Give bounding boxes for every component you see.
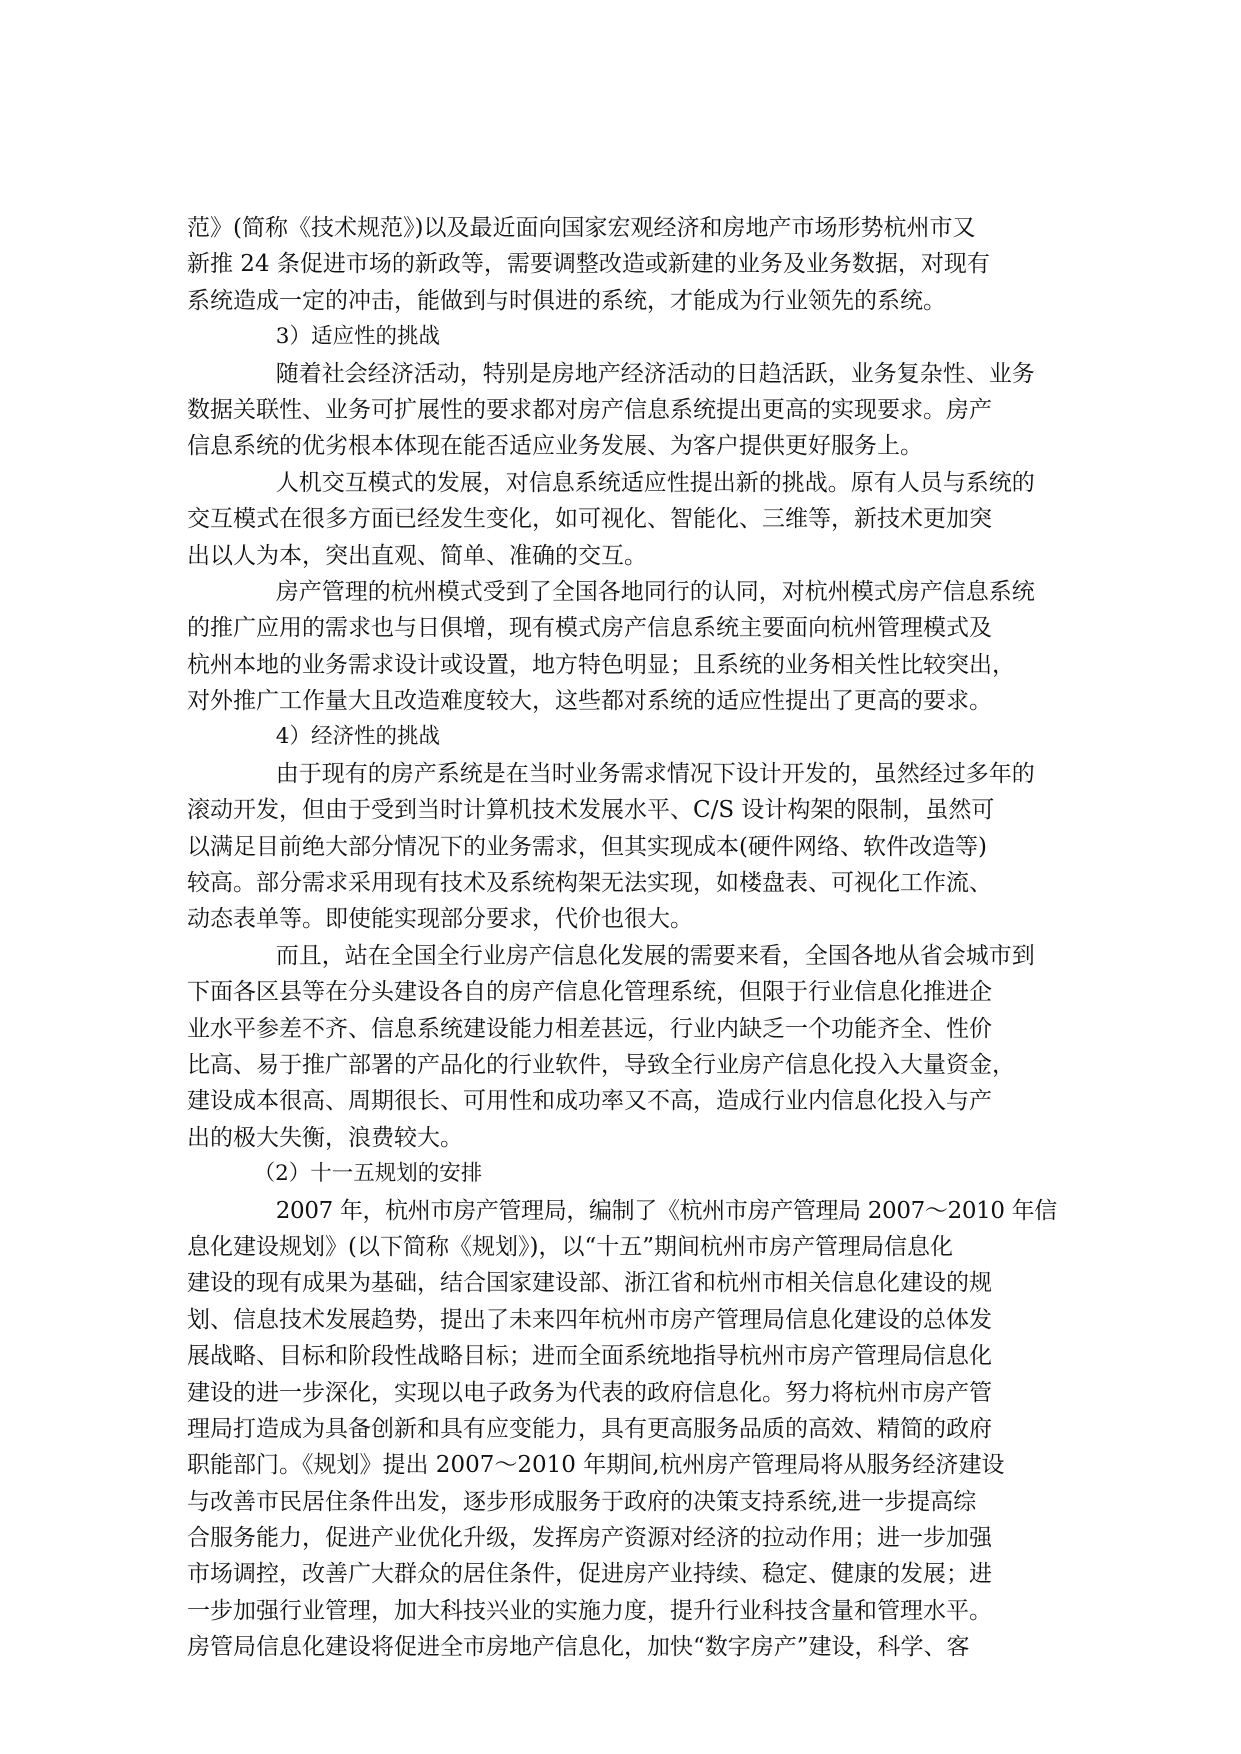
- paragraph-line: 对外推广工作量大且改造难度较大，这些都对系统的适应性提出了更高的要求。: [187, 688, 992, 715]
- paragraph-line: 职能部门。《规划》提出 2007～2010 年期间,杭州房产管理局将从服务经济建设: [187, 1452, 1005, 1479]
- paragraph-line: 由于现有的房产系统是在当时业务需求情况下设计开发的，虽然经过多年的: [275, 760, 1035, 787]
- section-heading: 4）经济性的挑战: [275, 724, 440, 750]
- paragraph-line: 息化建设规划》(以下简称《规划》)，以“十五”期间杭州市房产管理局信息化: [187, 1233, 953, 1260]
- paragraph-line: 市场调控，改善广大群众的居住条件，促进房产业持续、稳定、健康的发展；进: [187, 1561, 992, 1588]
- paragraph-line: 动态表单等。即使能实现部分要求，代价也很大。: [187, 906, 693, 933]
- paragraph-line: 系统造成一定的冲击，能做到与时俱进的系统，才能成为行业领先的系统。: [187, 287, 946, 314]
- paragraph-line: 随着社会经济活动，特别是房地产经济活动的日趋活跃，业务复杂性、业务: [275, 360, 1035, 387]
- section-heading: （2）十一五规划的安排: [253, 1161, 483, 1187]
- paragraph-line: 房管局信息化建设将促进全市房地产信息化，加快“数字房产”建设，科学、客: [187, 1634, 970, 1661]
- document-body: [187, 210, 1057, 1666]
- section-heading: 3）适应性的挑战: [275, 324, 440, 350]
- paragraph-line: 业水平参差不齐、信息系统建设能力相差甚远，行业内缺乏一个功能齐全、性价: [187, 1015, 992, 1042]
- paragraph-line: 2007 年，杭州市房产管理局，编制了《杭州市房产管理局 2007～2010 年信: [275, 1197, 1057, 1224]
- paragraph-line: 建设的现有成果为基础，结合国家建设部、浙江省和杭州市相关信息化建设的规: [187, 1270, 992, 1297]
- paragraph-line: 理局打造成为具备创新和具有应变能力，具有更高服务品质的高效、精简的政府: [187, 1415, 992, 1442]
- paragraph-line: 比高、易于推广部署的产品化的行业软件，导致全行业房产信息化投入大量资金，: [187, 1051, 1015, 1078]
- paragraph-line: 与改善市民居住条件出发，逐步形成服务于政府的决策支持系统,进一步提高综: [187, 1488, 977, 1515]
- paragraph-line: 滚动开发，但由于受到当时计算机技术发展水平、C/S 设计构架的限制，虽然可: [187, 797, 995, 824]
- paragraph-line: 而且，站在全国全行业房产信息化发展的需要来看，全国各地从省会城市到: [275, 942, 1035, 969]
- paragraph-line: 以满足目前绝大部分情况下的业务需求，但其实现成本(硬件网络、软件改造等): [187, 833, 987, 860]
- paragraph-line: 展战略、目标和阶段性战略目标；进而全面系统地指导杭州市房产管理局信息化: [187, 1343, 992, 1370]
- paragraph-line: 房产管理的杭州模式受到了全国各地同行的认同，对杭州模式房产信息系统: [275, 578, 1035, 605]
- paragraph-line: 建设成本很高、周期很长、可用性和成功率又不高，造成行业内信息化投入与产: [187, 1088, 992, 1115]
- paragraph-line: 范》(简称《技术规范》)以及最近面向国家宏观经济和房地产市场形势杭州市又: [187, 215, 976, 241]
- paragraph-line: 人机交互模式的发展，对信息系统适应性提出新的挑战。原有人员与系统的: [275, 469, 1035, 496]
- paragraph-line: 交互模式在很多方面已经发生变化，如可视化、智能化、三维等，新技术更加突: [187, 506, 992, 533]
- paragraph-line: 信息系统的优劣根本体现在能否适应业务发展、为客户提供更好服务上。: [187, 433, 923, 460]
- paragraph-line: 杭州本地的业务需求设计或设置，地方特色明显；且系统的业务相关性比较突出，: [187, 651, 1015, 678]
- paragraph-line: 建设的进一步深化，实现以电子政务为代表的政府信息化。努力将杭州市房产管: [187, 1379, 992, 1406]
- paragraph-line: 的推广应用的需求也与日俱增，现有模式房产信息系统主要面向杭州管理模式及: [187, 615, 992, 642]
- paragraph-line: 划、信息技术发展趋势，提出了未来四年杭州市房产管理局信息化建设的总体发: [187, 1306, 992, 1333]
- paragraph-line: 出以人为本，突出直观、简单、准确的交互。: [187, 542, 647, 569]
- paragraph-line: 一步加强行业管理，加大科技兴业的实施力度，提升行业科技含量和管理水平。: [187, 1597, 992, 1624]
- paragraph-line: 合服务能力，促进产业优化升级，发挥房产资源对经济的拉动作用；进一步加强: [187, 1525, 992, 1552]
- paragraph-line: 数据关联性、业务可扩展性的要求都对房产信息系统提出更高的实现要求。房产: [187, 396, 992, 423]
- paragraph-line: 出的极大失衡，浪费较大。: [187, 1124, 463, 1151]
- paragraph-line: 下面各区县等在分头建设各自的房产信息化管理系统，但限于行业信息化推进企: [187, 979, 992, 1006]
- paragraph-line: 新推 24 条促进市场的新政等，需要调整改造或新建的业务及业务数据，对现有: [187, 251, 990, 278]
- paragraph-line: 较高。部分需求采用现有技术及系统构架无法实现，如楼盘表、可视化工作流、: [187, 870, 992, 897]
